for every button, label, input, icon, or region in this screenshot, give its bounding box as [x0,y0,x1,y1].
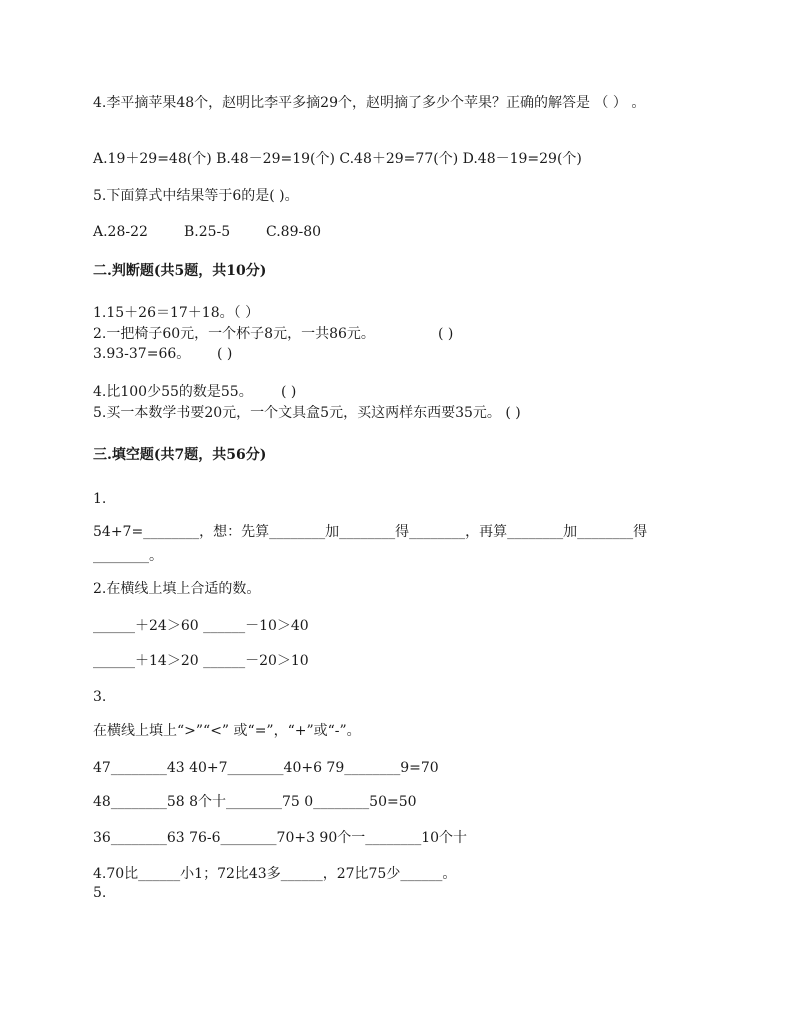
judge-item-4-text: 4.比100少55的数是55。 [93,384,253,400]
judge-item-3-paren: ( ) [217,346,233,362]
fill-q1-line1: 54+7=________，想：先算________加________得________，再算________加________得 [93,524,648,540]
fill-q1-number: 1. [93,491,107,507]
judge-item-3-text: 3.93-37=66。 [93,346,191,362]
choice-q4-stem: 4.李平摘苹果48个，赵明比李平多摘29个，赵明摘了多少个苹果？正确的解答是 （ ） 。 [93,95,646,111]
choice-q5-options [93,223,321,241]
fill-q3-row3: 36________63 76-6________70+3 90个一________10个十 [93,830,468,846]
option-b: B.25-5 [184,224,231,240]
judge-item-2-text: 2.一把椅子60元，一个杯子8元，一共86元。 [93,326,375,342]
fill-q3-number: 3. [93,689,107,705]
judge-item-3 [93,345,232,363]
choice-q5-stem: 5.下面算式中结果等于6的是( )。 [93,188,299,204]
option-a: A.28-22 [93,224,148,240]
option-c: C.89-80 [266,224,322,240]
fill-q3-row1: 47________43 40+7________40+6 79________9=70 [93,760,439,776]
fill-q2-row2: ______＋14＞20 ______－20＞10 [93,653,309,669]
fill-q3-row2: 48________58 8个十________75 0________50=50 [93,794,417,810]
judge-item-2-paren: ( ) [438,326,454,342]
choice-q4-options: A.19＋29=48(个) B.48－29=19(个) C.48＋29=77(个) D.48－19=29(个) [93,151,582,167]
fill-q3-stem: 在横线上填上“>”“<” 或“=”，“+”或“-”。 [93,723,361,739]
judge-item-5: 5.买一本数学书要20元，一个文具盒5元，买这两样东西要35元。 ( ) [93,405,521,421]
judge-item-4-paren: ( ) [281,384,297,400]
fill-q4: 4.70比______小1；72比43多______，27比75少______。 [93,866,457,882]
fill-q5-number: 5. [93,885,107,901]
fill-q2-stem: 2.在横线上填上合适的数。 [93,581,261,597]
fill-section-title: 三.填空题(共7题，共56分) [93,447,267,463]
judge-item-2 [93,325,453,343]
judge-item-1: 1.15＋26＝17＋18。（ ） [93,305,260,321]
fill-q1-line2: ________。 [93,548,163,564]
judge-section-title: 二.判断题(共5题，共10分) [93,263,267,279]
judge-item-4 [93,383,296,401]
fill-q2-row1: ______＋24＞60 ______－10＞40 [93,618,309,634]
